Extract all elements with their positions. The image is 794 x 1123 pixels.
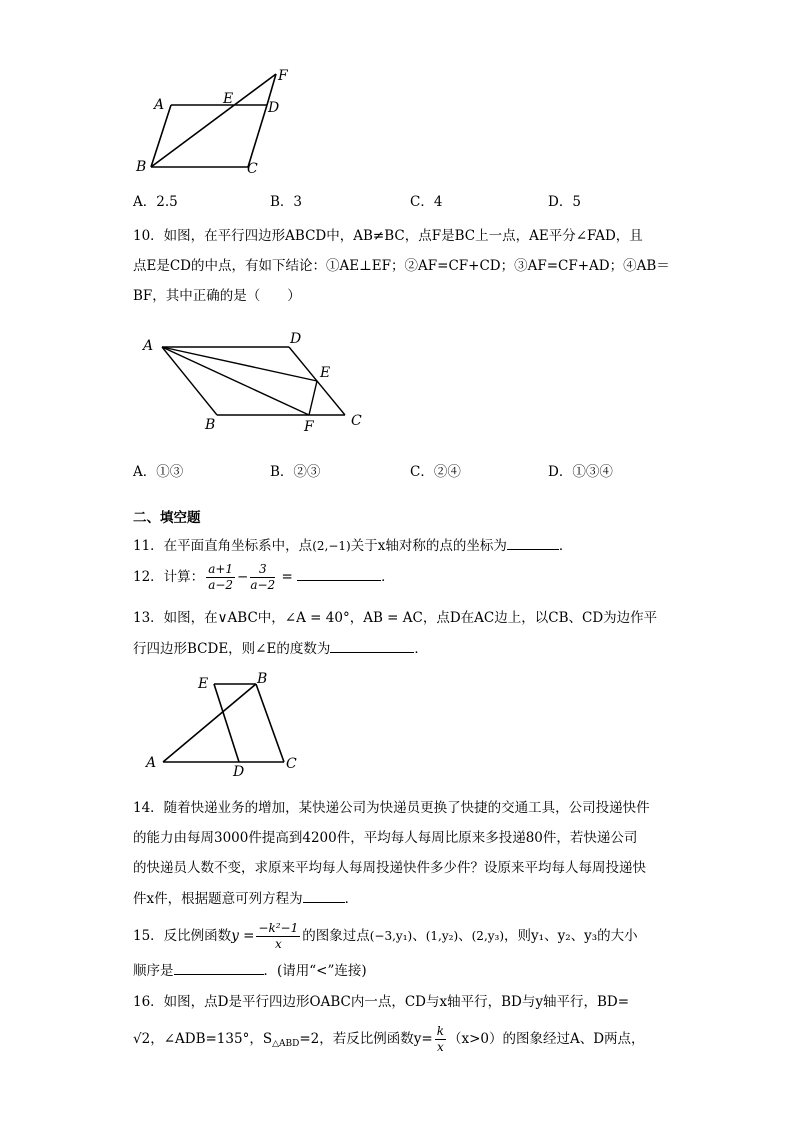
q11-suffix: 关于x轴对称的点的坐标为: [350, 538, 507, 554]
q15-frac-den: x: [274, 937, 282, 951]
q13-line1: 13．如图，在∨ABC中，∠A = 40°，AB = AC，点D在AC边上，以CB、CD为边作平: [133, 610, 658, 626]
q15-line2: [133, 960, 367, 981]
q15-mid: 的图象过点: [302, 928, 370, 944]
q10-option-c: C．②④: [410, 464, 461, 480]
q15-func-lhs: y =: [231, 928, 255, 944]
q13-line2: [133, 638, 428, 659]
q12-frac1-den: a−2: [208, 578, 234, 592]
q15-line2-prefix: 顺序是: [133, 963, 174, 979]
q14-line1: 14．随着快递业务的增加，某快递公司为快递员更换了快捷的交通工具，公司投递快件: [133, 800, 650, 816]
q11-prefix: 11．在平面直角坐标系中，点: [133, 538, 313, 554]
label-A: A: [143, 338, 154, 354]
q14-line2: 的能力由每周3000件提高到4200件，平均每人每周比原来多投递80件，若快递公司: [133, 830, 638, 846]
q15-sep1: 、: [412, 928, 426, 944]
label-E: E: [320, 365, 331, 381]
q9-option-c: C．4: [410, 194, 443, 210]
segment-bf: [151, 74, 276, 167]
q16-frac-den: x: [436, 1040, 444, 1054]
q15-point3: (2,y₃): [471, 929, 505, 943]
segment-bc: [256, 684, 284, 762]
q13-line2-end: ．: [414, 641, 428, 657]
label-A: A: [146, 755, 157, 771]
q16-line2: [133, 1022, 645, 1061]
q15-line1: [133, 918, 638, 954]
q16-line2-b: =2，若反比例函数y=: [299, 1031, 433, 1047]
q10-line3: BF，其中正确的是（ ）: [133, 288, 301, 304]
segment-ab: [163, 684, 256, 762]
figure-q13: [140, 668, 315, 783]
q12-fraction-2: [250, 562, 275, 593]
section-title: 二、填空题: [133, 510, 201, 526]
label-D: D: [268, 100, 280, 116]
label-B: B: [257, 671, 268, 687]
q10-line1: 10．如图，在平行四边形ABCD中，AB≠BC，点F是BC上一点，AE平分∠FAD，且: [133, 228, 643, 244]
segment-ab: [151, 105, 171, 167]
q9-option-b: B．3: [270, 194, 303, 210]
label-F: F: [278, 68, 288, 84]
q15-sep2: 、: [458, 928, 472, 944]
q15-answer-blank[interactable]: [174, 960, 264, 975]
q11-answer-blank[interactable]: [507, 535, 559, 550]
q13-answer-blank[interactable]: [330, 638, 414, 653]
q15-prefix: 15．反比例函数: [133, 928, 232, 944]
q15-fraction: [256, 921, 300, 952]
label-C: C: [351, 413, 362, 429]
q12-frac2-den: a−2: [250, 578, 276, 592]
q9-option-d: D．5: [548, 194, 581, 210]
segment-af: [162, 347, 309, 415]
segment-cd: [248, 105, 267, 167]
segment-ed: [214, 684, 239, 762]
label-A: A: [154, 97, 165, 113]
q12-answer-blank[interactable]: [297, 566, 381, 581]
label-E: E: [223, 91, 234, 107]
q14-line4-end: ．: [344, 891, 359, 907]
figure-q9: [130, 60, 300, 185]
q10-line2: 点E是CD的中点，有如下结论：①AE⊥EF；②AF=CF+CD；③AF=CF+AD；④AB＝: [133, 258, 670, 274]
q12-frac2-num: 3: [250, 562, 275, 578]
q10-option-b: B．②③: [270, 464, 321, 480]
q15-point1: (−3,y₁): [369, 929, 413, 943]
label-C: C: [247, 161, 258, 177]
q11-point: (2,−1): [312, 539, 351, 553]
label-F: F: [304, 419, 314, 435]
q15-frac-num: −k²−1: [258, 921, 299, 935]
q14-line3: 的快递员人数不变，求原来平均每人每周投递快件多少件？设原来平均每人每周投递快: [133, 860, 646, 876]
q12-minus: −: [237, 569, 249, 585]
q16-line2-sub: △ABD: [272, 1039, 300, 1049]
q15-tail: ，则y₁、y₂、y₃的大小: [504, 928, 638, 944]
q14-line4-prefix: 件x件，根据题意可列方程为: [133, 891, 303, 907]
q12-end: ．: [381, 569, 395, 585]
q13-line2-prefix: 行四边形BCDE，则∠E的度数为: [133, 641, 331, 657]
q12-frac1-num: a+1: [208, 562, 234, 576]
q16-line2-c: （x>0）的图象经过A、D两点，: [447, 1031, 645, 1047]
q10-option-a: A．①③: [133, 464, 184, 480]
q16-line1: 16．如图，点D是平行四边形OABC内一点，CD与x轴平行，BD与y轴平行，BD=: [133, 994, 630, 1010]
segment-ef: [309, 381, 317, 415]
label-D: D: [233, 764, 245, 780]
q12-equals: =: [281, 569, 293, 585]
q11-end: ．: [558, 538, 573, 554]
label-B: B: [136, 159, 147, 175]
q15-point2: (1,y₂): [425, 929, 459, 943]
figure-q10: [135, 325, 375, 440]
q16-frac-num: k: [436, 1024, 444, 1038]
label-C: C: [286, 756, 297, 772]
q12-fraction-1: [206, 562, 235, 593]
label-E: E: [198, 676, 209, 692]
q14-line4: [133, 888, 358, 909]
q12-prefix: 12．计算：: [133, 569, 205, 585]
q16-fraction: [435, 1024, 446, 1055]
q16-line2-a: √2，∠ADB=135°，S: [133, 1031, 273, 1047]
q10-option-d: D．①③④: [548, 464, 613, 480]
q12: [133, 560, 395, 594]
q9-option-a: A．2.5: [133, 194, 178, 210]
q15-line2-end: ．(请用“<”连接): [263, 963, 367, 979]
label-D: D: [290, 331, 302, 347]
label-B: B: [205, 417, 216, 433]
q11: [133, 535, 572, 556]
q14-answer-blank[interactable]: [303, 888, 345, 903]
